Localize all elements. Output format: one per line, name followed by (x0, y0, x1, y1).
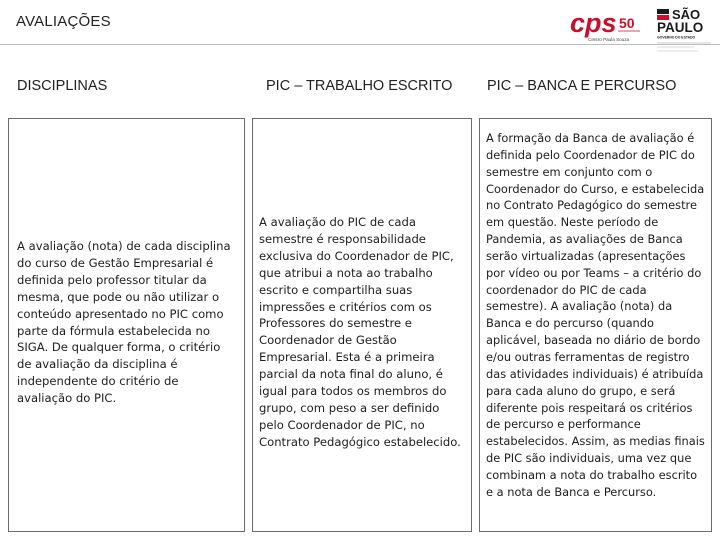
sp-tagline: GOVERNO DO ESTADO (657, 35, 696, 40)
column-heading-banca-percurso: PIC – BANCA E PERCURSO (487, 78, 677, 94)
page-title: AVALIAÇÕES (16, 13, 111, 30)
trabalho-escrito-text: A avaliação do PIC de cada semestre é responsabilidade exclusiva do Coordenador de PIC, que atribui a nota ao trabalho escrito e compartilha suas impressões e critérios com os Professores do semestre e Coordenador de Gestão Empresarial. Esta é a primeira parcial da nota final do aluno, é igual para todos os membros do grupo, com peso a ser definido pelo Coordenador de PIC, no Contrato Pedagógico estabelecido. (259, 215, 461, 449)
cps-logo (570, 8, 642, 44)
sao-paulo-logo (654, 7, 714, 55)
cps-caption: Centro Paula Souza (588, 37, 630, 42)
banca-percurso-text: A formação da Banca de avaliação é definida pelo Coordenador de PIC do semestre em conjunto com o Coordenador do Curso, e estabelecida no Contrato Pedagógico do semestre em questão. Neste período de Pandemia, as avaliações de Banca serão virtualizadas (apresentações por vídeo ou por Teams – a critério do coordenador do PIC de cada semestre). A avaliação (nota) da Banca e do percurso (quando aplicável, baseada no diário de bordo e/ou outras ferramentas de registro das atividades individuais) é atribuída para cada aluno do grupo, e será diferente pois respeitará os critérios de percurso e performance estabelecidos. Assim, as medias finais de PIC são individuais, uma vez que combinam a nota do trabalho escrito e a nota de Banca e Percurso. (486, 131, 705, 499)
sp-wordmark-line2: PAULO (657, 20, 704, 35)
column-heading-disciplinas: DISCIPLINAS (17, 78, 108, 94)
disciplinas-text: A avaliação (nota) de cada disciplina do curso de Gestão Empresarial é definida pelo professor titular da mesma, que pode ou não utilizar o conteúdo apresentado no PIC como parte da fórmula estabelecida no SIGA. De qualquer forma, o critério de avaliação da disciplina é independente do critério de avaliação do PIC. (17, 239, 231, 406)
sp-wordmark-line1: SÃO (672, 7, 701, 22)
column-heading-trabalho-escrito: PIC – TRABALHO ESCRITO (266, 78, 453, 94)
cps-anniversary: 50 (619, 15, 635, 31)
cps-wordmark: cps (570, 8, 617, 38)
header-divider (0, 44, 720, 45)
